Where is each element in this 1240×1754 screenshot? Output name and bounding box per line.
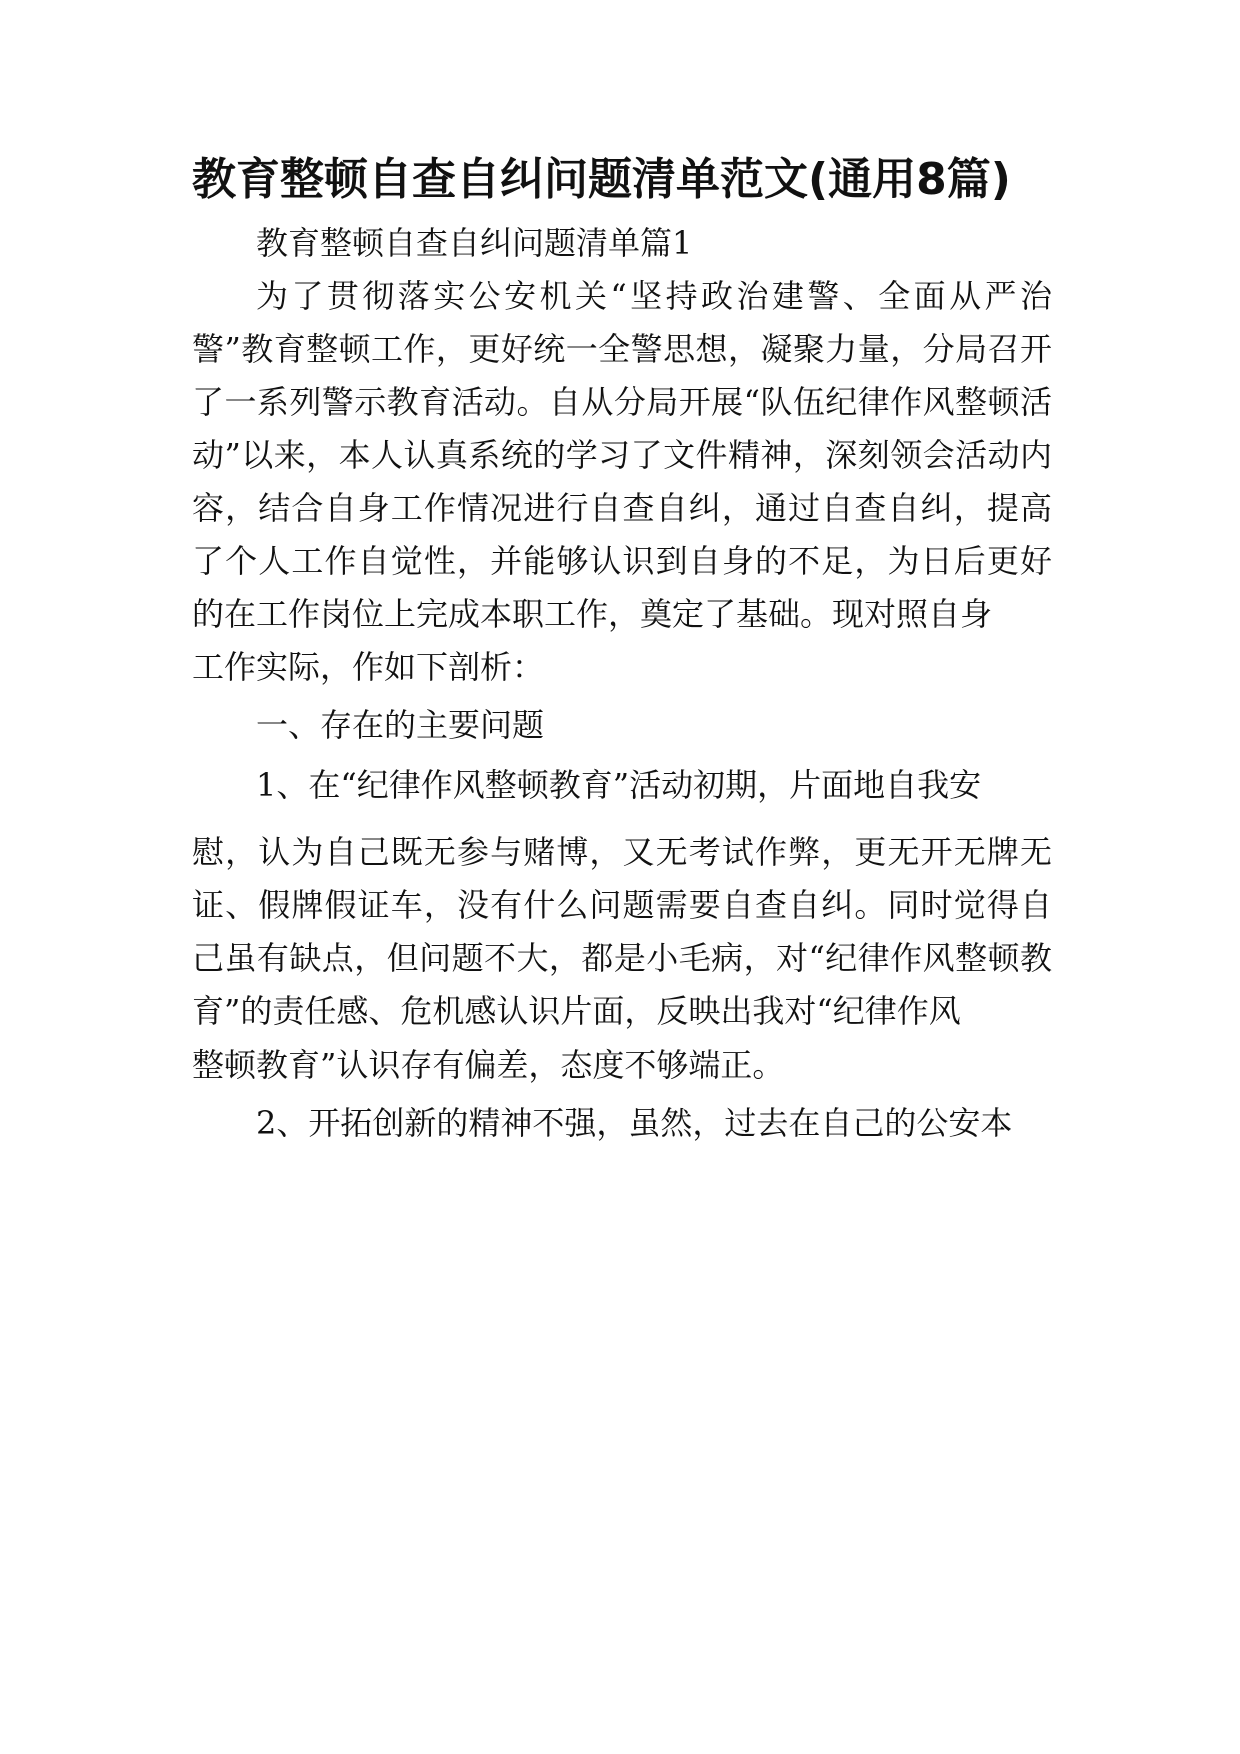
item-2-paragraph-start: 2、开拓创新的精神不强，虽然，过去在自己的公安本 — [256, 1104, 1013, 1142]
item-1-paragraph-body: 慰，认为自己既无参与赌博，又无考试作弊，更无开无牌无证、假牌假证车，没有什么问题需要自查自纠。同时觉得自己虽有缺点，但问题不大，都是小毛病，对“纪律作风整顿教育”的责任感、危机感认识片面，反映出我对“纪律作风 — [192, 833, 1052, 1030]
section-subtitle: 教育整顿自查自纠问题清单篇1 — [256, 224, 693, 262]
intro-paragraph-end: 工作实际，作如下剖析： — [192, 648, 545, 686]
document-title: 教育整顿自查自纠问题清单范文(通用8篇) — [192, 154, 1011, 205]
item-1-paragraph-end: 整顿教育”认识存有偏差，态度不够端正。 — [192, 1046, 785, 1084]
section-heading: 一、存在的主要问题 — [256, 706, 545, 744]
intro-paragraph: 为了贯彻落实公安机关“坚持政治建警、全面从严治警”教育整顿工作，更好统一全警思想，凝聚力量，分局召开了一系列警示教育活动。自从分局开展“队伍纪律作风整顿活动”以来，本人认真系统的学习了文件精神，深刻领会活动内容，结合自身工作情况进行自查自纠，通过自查自纠，提高了个人工作自觉性，并能够认识到自身的不足，为日后更好的在工作岗位上完成本职工作，奠定了基础。现对照自身 — [192, 277, 1052, 633]
item-1-paragraph-start: 1、在“纪律作风整顿教育”活动初期，片面地自我安 — [256, 766, 982, 804]
